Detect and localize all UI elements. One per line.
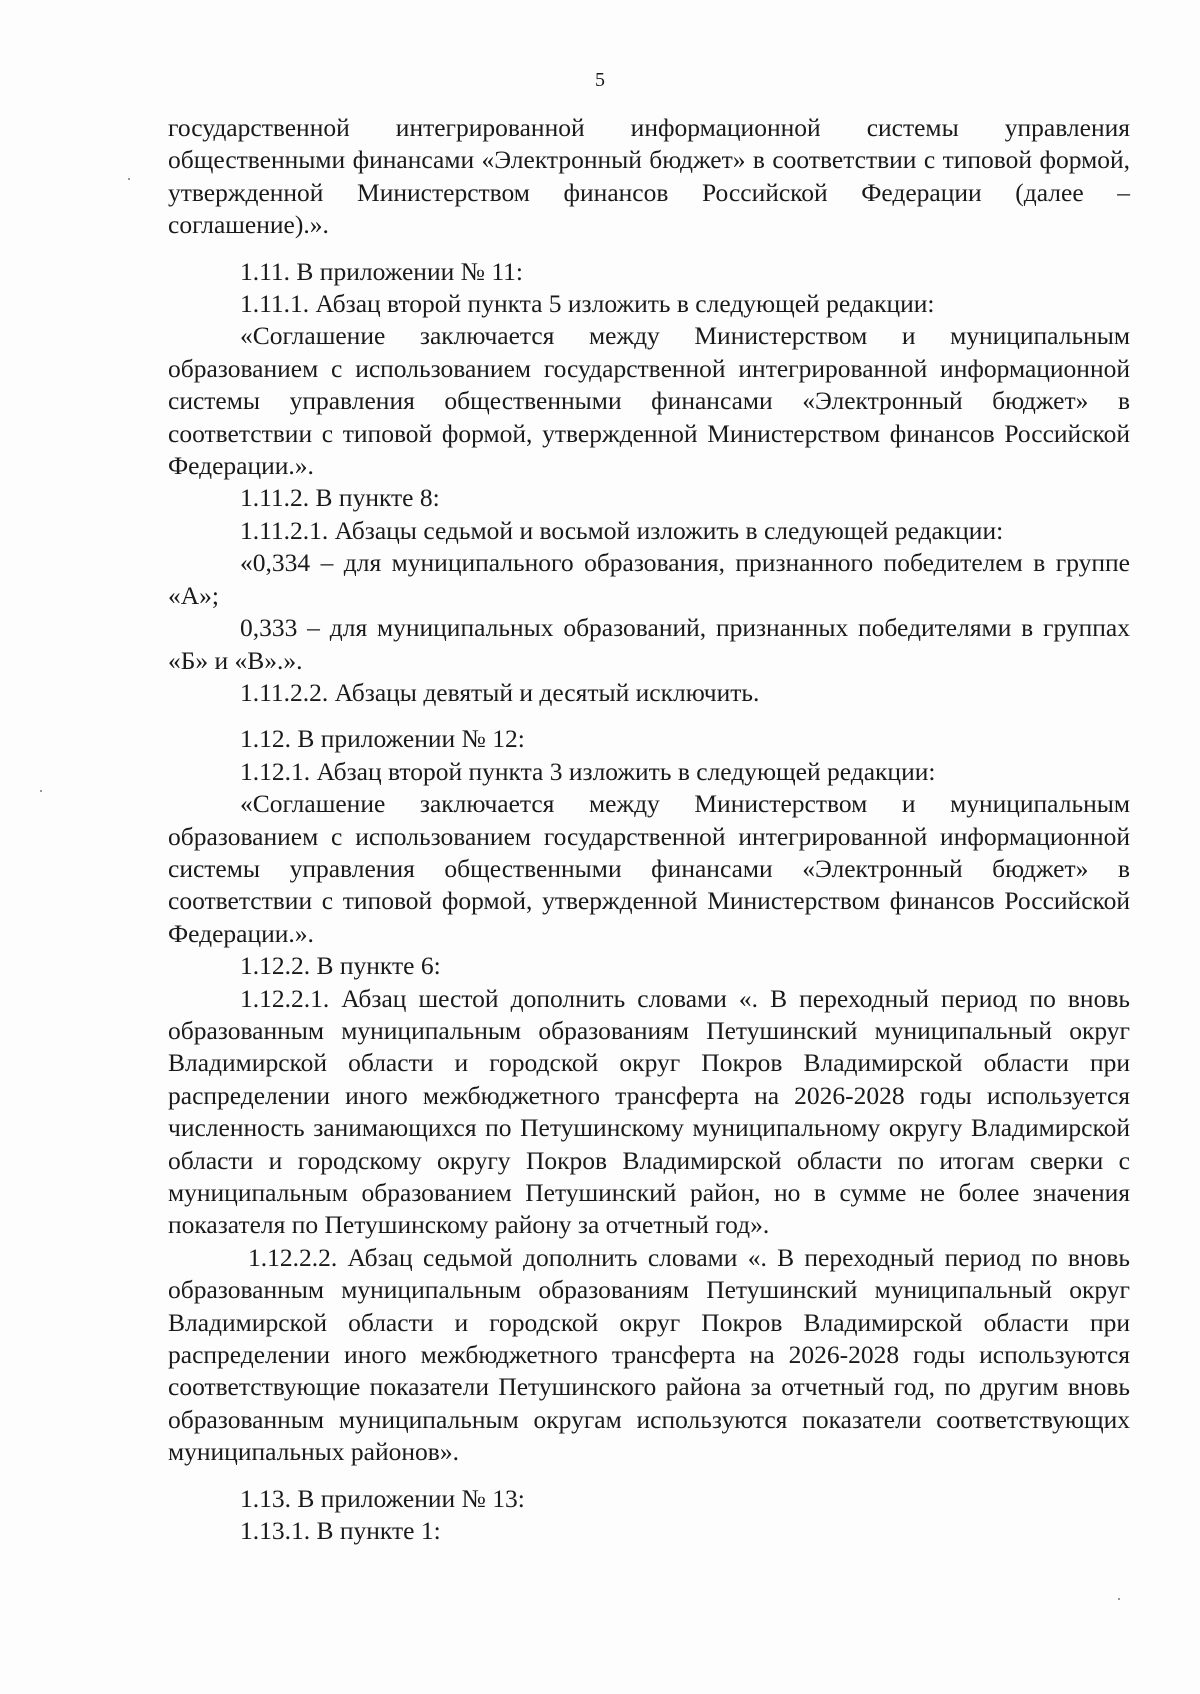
item-1-12-2-1: 1.12.2.1. Абзац шестой дополнить словами «. В переходный период по вновь образованным муниципальным образованиям Петушинский муниципальный округ Владимирской области и городской округ Покров Владимирской области при распределении иного межбюджетного трансферта на 2026-2028 годы используется численность занимающихся по Петушинскому муниципальному округу Владимирской области и городскому округу Покров Владимирской области по итогам сверки с муниципальным образованием Петушинский район, но в сумме не более значения показателя по Петушинскому району за отчетный год». [168,983,1130,1240]
scan-speck [40,790,42,792]
item-1-12: 1.12. В приложении № 12: [240,724,525,754]
item-1-11: 1.11. В приложении № 11: [240,256,523,286]
item-1-11-1: 1.11.1. Абзац второй пункта 5 изложить в следующей редакции: [240,289,935,319]
quote-agreement-12: «Соглашение заключается между Министерством и муниципальным образованием с использованием государственной интегрированной информационной системы управления общественными финансами «Электронный бюджет» в соответствии с типовой формой, утвержденной Министерством финансов Российской Федерации.». [168,789,1130,948]
item-1-13-1: 1.13.1. В пункте 1: [240,1516,441,1546]
item-1-11-2-2: 1.11.2.2. Абзацы девятый и десятый исключить. [240,677,760,707]
item-1-12-2-2: 1.12.2.2. Абзац седьмой дополнить словами «. В переходный период по вновь образованным муниципальным образованиям Петушинский муниципальный округ Владимирской области и городской округ Покров Владимирской области при распределении иного межбюджетного трансферта на 2026-2028 годы используются соответствующие показатели Петушинского района за отчетный год, по другим вновь образованным муниципальным округам используются показатели соответствующих муниципальных районов». [168,1242,1130,1467]
coefficient-groups-b-v: 0,333 – для муниципальных образований, признанных победителями в группах «Б» и «В».». [168,613,1130,675]
document-body [168,112,1130,1547]
item-1-12-1: 1.12.1. Абзац второй пункта 3 изложить в следующей редакции: [240,756,936,786]
coefficient-group-a: «0,334 – для муниципального образования, признанного победителем в группе «А»; [168,548,1130,610]
item-1-11-2-1: 1.11.2.1. Абзацы седьмой и восьмой изложить в следующей редакции: [240,515,1004,545]
scan-speck [1118,1598,1120,1600]
paragraph-continuation: государственной интегрированной информационной системы управления общественными финансами «Электронный бюджет» в соответствии с типовой формой, утвержденной Министерством финансов Российской Федерации (далее – соглашение).». [168,113,1130,240]
item-1-12-2: 1.12.2. В пункте 6: [240,951,441,981]
page-number: 5 [595,69,605,91]
item-1-13: 1.13. В приложении № 13: [240,1483,525,1513]
item-1-11-2: 1.11.2. В пункте 8: [240,483,440,513]
quote-agreement-11: «Соглашение заключается между Министерством и муниципальным образованием с использованием государственной интегрированной информационной системы управления общественными финансами «Электронный бюджет» в соответствии с типовой формой, утвержденной Министерством финансов Российской Федерации.». [168,321,1130,481]
scan-speck [128,178,130,180]
